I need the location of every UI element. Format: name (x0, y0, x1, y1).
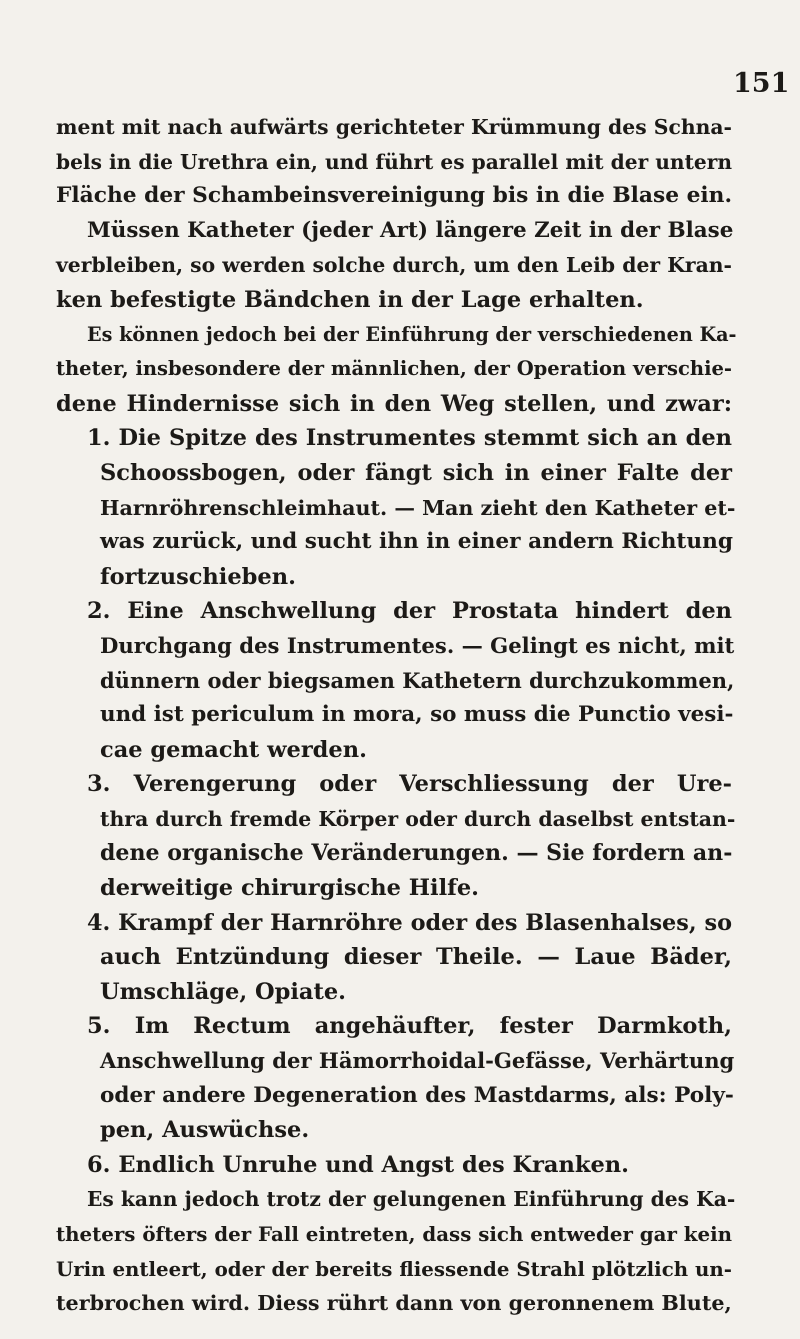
text-line: Es kann jedoch trotz der gelungenen Einführung des Ka- (87, 1187, 736, 1212)
text-line: 2. Eine Anschwellung der Prostata hindert den (87, 598, 732, 625)
text-line: theters öfters der Fall eintreten, dass sich entweder gar kein (56, 1222, 732, 1246)
text-line: und ist periculum in mora, so muss die Punctio vesi- (100, 702, 734, 728)
text-line: Urin entleert, oder der bereits fliessende Strahl plötzlich un- (56, 1256, 732, 1281)
text-line: Harnröhrenschleimhaut. — Man zieht den Katheter et- (100, 495, 736, 520)
text-line: ment mit nach aufwärts gerichteter Krümmung des Schna- (56, 115, 732, 139)
text-line: pen, Auswüchse. (100, 1117, 310, 1144)
text-line: was zurück, und sucht ihn in einer andern Richtung (100, 529, 733, 555)
text-line: dene Hindernisse sich in den Weg stellen, und zwar: (56, 390, 732, 417)
text-line: thra durch fremde Körper oder durch daselbst entstan- (100, 806, 736, 831)
text-line: 6. Endlich Unruhe und Angst des Kranken. (87, 1151, 629, 1178)
text-line: terbrochen wird. Diess rührt dann von geronnenem Blute, (56, 1291, 732, 1316)
text-line: 1. Die Spitze des Instrumentes stemmt sich an den (87, 425, 732, 452)
text-line: dünnern oder biegsamen Kathetern durchzukommen, (100, 667, 735, 693)
text-line: 4. Krampf der Harnröhre oder des Blasenhalses, so (87, 909, 732, 936)
text-line: Durchgang des Instrumentes. — Gelingt es nicht, mit (100, 632, 735, 658)
text-line: auch Entzündung dieser Theile. — Laue Bäder, (100, 944, 732, 971)
page-number: 151 (733, 68, 790, 99)
text-line: Umschläge, Opiate. (100, 978, 346, 1005)
text-line: bels in die Urethra ein, und führt es parallel mit der untern (56, 149, 732, 174)
text-line: 3. Verengerung oder Verschliessung der Ure- (87, 771, 732, 798)
text-line: Es können jedoch bei der Einführung der verschiedenen Ka- (87, 322, 737, 346)
text-line: ken befestigte Bändchen in der Lage erhalten. (56, 286, 644, 313)
text-line: dene organische Veränderungen. — Sie fordern an- (100, 840, 733, 867)
text-line: Anschwellung der Hämorrhoidal-Gefässe, Verhärtung (100, 1048, 735, 1074)
text-line: theter, insbesondere der männlichen, der Operation verschie- (56, 357, 732, 381)
text-line: Müssen Katheter (jeder Art) längere Zeit in der Blase (87, 217, 734, 243)
text-line: verbleiben, so werden solche durch, um den Leib der Kran- (56, 253, 732, 278)
text-line: 5. Im Rectum angehäufter, fester Darmkoth, (87, 1013, 732, 1040)
text-line: fortzuschieben. (100, 563, 296, 590)
body-text (56, 110, 737, 1321)
text-line: Schoossbogen, oder fängt sich in einer Falte der (100, 459, 732, 486)
text-line: cae gemacht werden. (100, 736, 367, 763)
text-line: Fläche der Schambeinsvereinigung bis in die Blase ein. (56, 183, 733, 209)
text-line: derweitige chirurgische Hilfe. (100, 875, 479, 902)
text-line: oder andere Degeneration des Mastdarms, als: Poly- (100, 1082, 734, 1108)
